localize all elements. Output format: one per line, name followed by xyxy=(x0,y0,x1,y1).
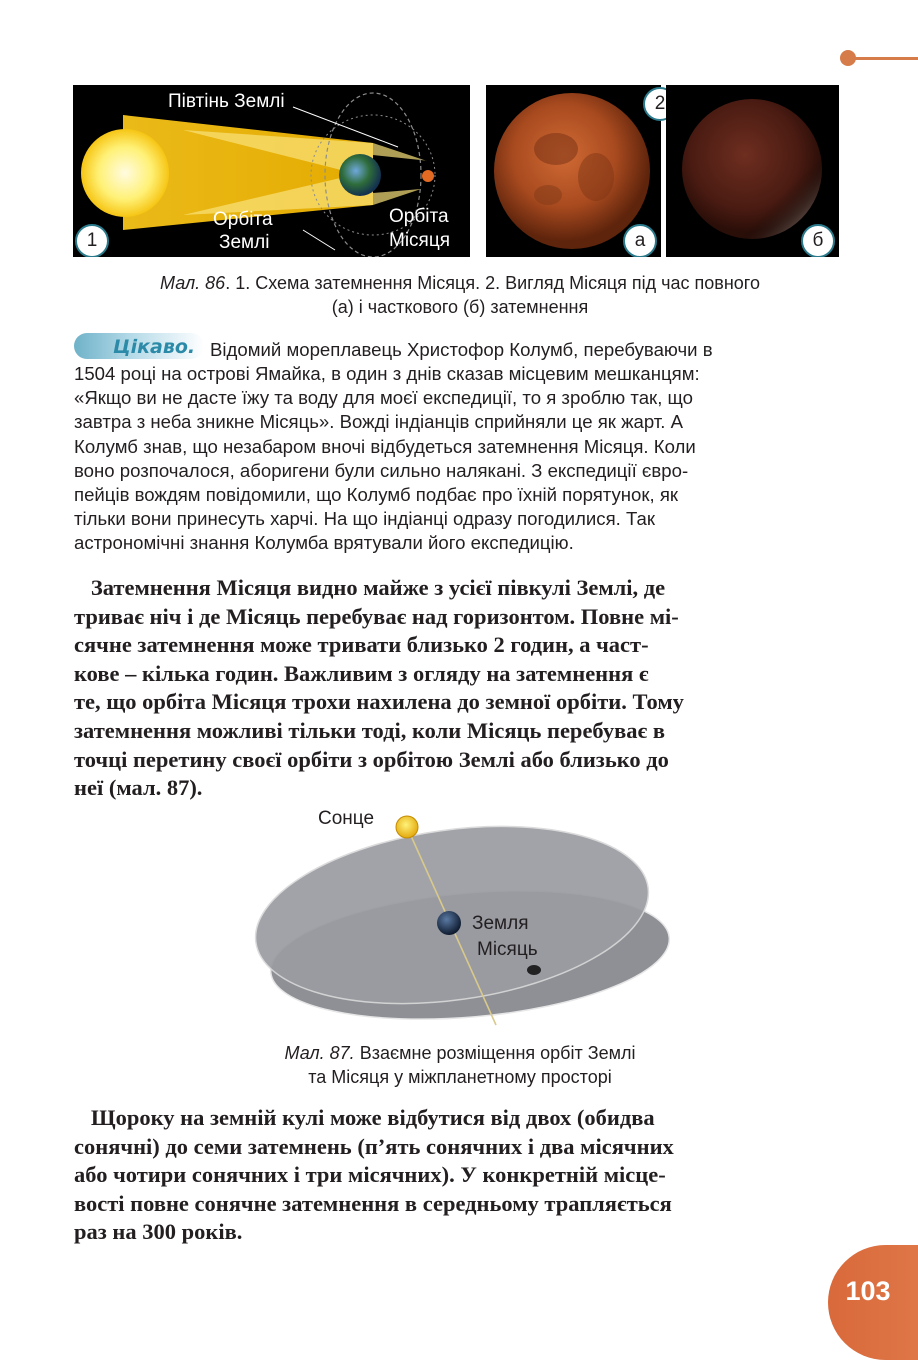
paragraph-line: триває ніч і де Місяць перебуває над горизонтом. Повне мі- xyxy=(74,603,679,629)
interesting-line: Колумб знав, що незабаром вночі відбудеться затемнення Місяця. Коли xyxy=(74,435,696,457)
sun-icon xyxy=(81,129,169,217)
paragraph-line: сонячні) до семи затемнень (п’ять сонячних і два місячних xyxy=(74,1133,674,1159)
moon-label: Місяць xyxy=(477,939,538,960)
paragraph-line: або чотири сонячних і три місячних). У конкретній місце- xyxy=(74,1162,666,1188)
moon-mare-a3 xyxy=(534,185,562,205)
moon-disk-a xyxy=(494,93,650,249)
orbits-svg xyxy=(250,805,670,1030)
paragraph-line: те, що орбіта Місяця трохи нахилена до земної орбіти. Тому xyxy=(74,689,684,715)
page-number: 103 xyxy=(845,1276,891,1306)
total-eclipse-moon-photo xyxy=(486,85,661,257)
interesting-line: 1504 році на острові Ямайка, в один з днів сказав місцевим мешканцям: xyxy=(74,363,700,384)
earth-small-icon xyxy=(437,911,461,935)
paragraph-line: затемнення можливі тільки тоді, коли Місяць перебуває в xyxy=(74,717,665,743)
figure-87-caption-line2: та Місяця у міжпланетному просторі xyxy=(308,1067,612,1087)
interesting-line: пейців вождям повідомили, що Колумб подбає про їхній порятунок, як xyxy=(74,484,679,506)
paragraph-line: Щороку на земній кулі може відбутися від двох (обидва xyxy=(74,1105,655,1130)
figure-86-caption-ref: Мал. 86 xyxy=(160,273,226,293)
interesting-line: завтра з неба зникне Місяць». Вожді індіанців сприйняли це як жарт. А xyxy=(74,411,683,433)
figure-86-caption-line1 xyxy=(60,271,860,295)
moon-orbit-label-line1: Орбіта xyxy=(389,206,449,227)
partial-eclipse-moon-photo xyxy=(666,85,839,257)
figure-87-caption-text1: Взаємне розміщення орбіт Землі xyxy=(354,1043,636,1063)
earth-orbit-leader-line xyxy=(303,230,335,250)
interesting-line: «Якщо ви не дасте їжу та воду для моєї експедиції, то я зроблю так, що xyxy=(74,387,693,409)
figure-badge-1: 1 xyxy=(75,224,109,257)
interesting-text-block xyxy=(74,362,700,556)
figure-badge-a: а xyxy=(623,224,657,257)
paragraph-line: Затемнення Місяця видно майже з усієї півкулі Землі, де xyxy=(74,575,666,600)
moon-small-icon xyxy=(527,965,541,975)
earth-orbit-label-line2: Землі xyxy=(219,232,270,253)
earth-icon xyxy=(339,154,381,196)
moon-orbit-label-line2: Місяця xyxy=(389,230,451,251)
umbra-label: Півтінь Землі xyxy=(168,91,285,112)
figure-86-caption-line2: (а) і часткового (б) затемнення xyxy=(331,297,589,317)
body-paragraph-1 xyxy=(74,574,684,803)
figure-87-caption-ref: Мал. 87. xyxy=(284,1043,355,1063)
figure-badge-b: б xyxy=(801,224,835,257)
header-dot xyxy=(840,50,856,66)
header-rule xyxy=(848,57,918,60)
sun-label: Сонце xyxy=(318,808,375,829)
paragraph-line: раз на 300 років. xyxy=(74,1219,243,1245)
figure-badge-2: 2 xyxy=(643,87,677,121)
paragraph-line: точці перетину своєї орбіти з орбітою Землі або близько до xyxy=(74,746,669,772)
moon-icon xyxy=(422,170,434,182)
interesting-line: воно розпочалося, аборигени були сильно налякані. З експедиції євро- xyxy=(74,459,689,481)
paragraph-line: кове – кілька годин. Важливим з огляду на затемнення є xyxy=(74,660,649,686)
paragraph-line: сячне затемнення може тривати близько 2 годин, а част- xyxy=(74,632,649,658)
eclipse-scheme-figure xyxy=(73,85,470,257)
moon-mare-a2 xyxy=(578,153,614,201)
figure-87-caption-line1 xyxy=(200,1041,720,1065)
earth-label: Земля xyxy=(472,913,529,934)
interesting-line: тільки вони принесуть харчі. На що індіанці одразу погодилися. Так xyxy=(74,508,655,530)
moon-bright-rim-b xyxy=(682,99,822,239)
orbits-figure xyxy=(250,805,670,1030)
moon-mare-a1 xyxy=(534,133,578,165)
interesting-tag-label: Цікаво. xyxy=(113,336,196,358)
figure-86-caption-text1: . 1. Схема затемнення Місяця. 2. Вигляд Місяця під час повного xyxy=(225,273,760,293)
earth-orbit-label-line1: Орбіта xyxy=(213,209,273,230)
interesting-line: астрономічні знання Колумба врятували його експедицію. xyxy=(74,532,574,554)
paragraph-line: неї (мал. 87). xyxy=(74,775,203,801)
paragraph-line: вості повне сонячне затемнення в середньому трапляється xyxy=(74,1190,672,1216)
interesting-first-line: Відомий мореплавець Христофор Колумб, перебуваючи в xyxy=(210,339,713,360)
body-paragraph-2 xyxy=(74,1104,674,1247)
sun-small-icon xyxy=(396,816,418,838)
